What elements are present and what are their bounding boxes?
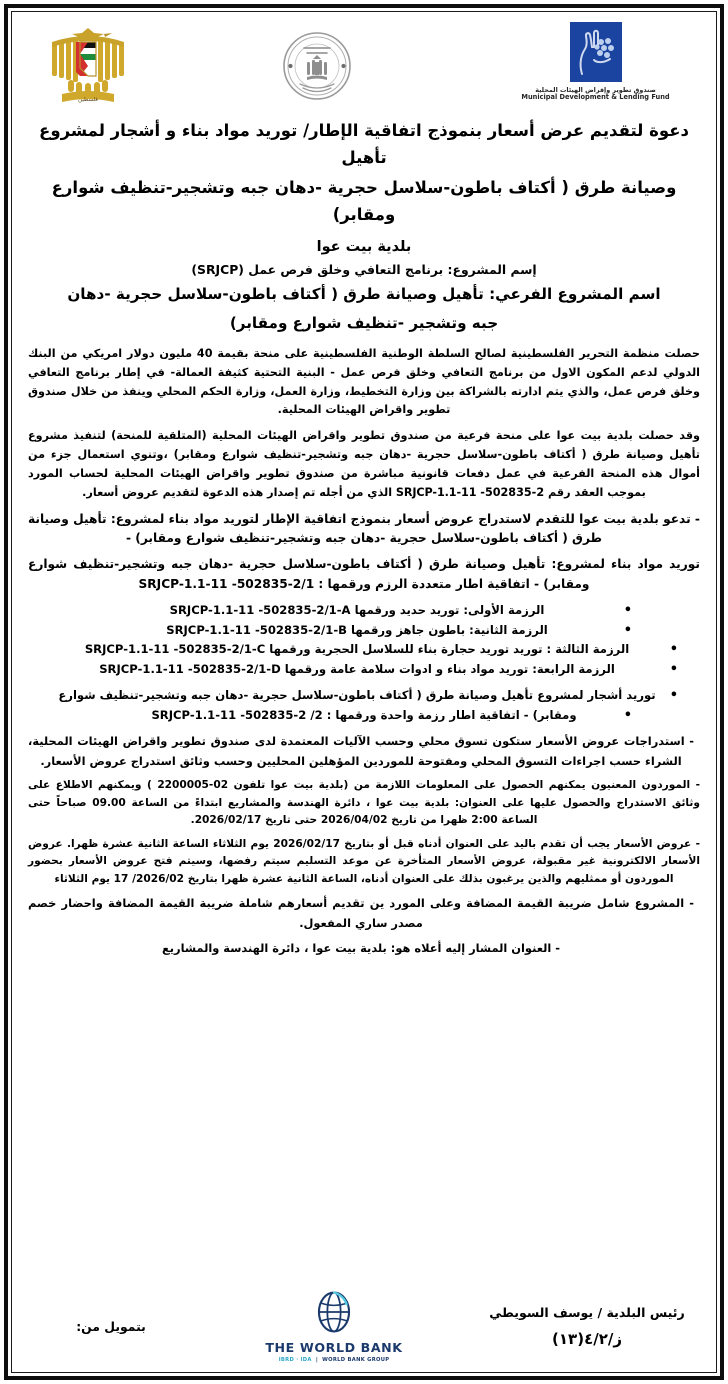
funded-by-label: بتمويل من: bbox=[76, 1318, 146, 1334]
announcement-title-line1: دعوة لتقديم عرض أسعار بنموذج اتفاقية الإطار/ توريد مواد بناء و أشجار لمشروع تأهيل bbox=[39, 121, 689, 167]
lot-reference-code: SRJCP-1.1-11 -502835-2/1-A bbox=[169, 602, 351, 617]
paragraph-framework-agreement: توريد مواد بناء لمشروع: تأهيل وصيانة طرق ( أكتاف باطون-سلاسل حجرية -دهان جبه وتشجير-تنظيف شوارع ومقابر) - اتفاقية اطار متعددة الرزم ورقمها : SRJCP-1.1-11 -502835-2/1 bbox=[28, 557, 700, 591]
paragraph-supplier-information: - الموردون المعنيون يمكنهم الحصول على المعلومات اللازمة من (بلدية بيت عوا تلفون 02-2200005 ) ويمكنهم الاطلاع على وثائق الاستدراج والحصول عليها على العنوان: بلدية بيت عوا ، دائرة الهندسة والمشاريع ابتداءً من الساعة 09.00 صباحاً حتى الساعة 2:00 ظهرا من تاريخ 2026/04/02 حتى تاريخ 2026/02/17. bbox=[28, 778, 700, 827]
paragraph-procurement-method: - استدراجات عروض الأسعار ستكون تسوق محلي وحسب الآليات المعتمدة لدى صندوق تطوير واقراض الهيئات المحلية، الشراء حسب اجراءات التسوق المحلي ومفتوحة للموردين المؤهلين المحليين وحسب وثائق استدراج عروض الأسعار. bbox=[28, 734, 694, 768]
state-of-palestine-seal-icon bbox=[280, 22, 354, 110]
subproject-name-line2: جبه وتشجير -تنظيف شوارع ومقابر) bbox=[229, 314, 499, 333]
municipality-name: بلدية بيت عوا bbox=[316, 238, 412, 255]
lot-reference-code: SRJCP-1.1-11 -502835-2/1-C bbox=[84, 642, 266, 657]
lot-description: الرزمة الثانية: باطون جاهز ورقمها bbox=[347, 622, 548, 637]
world-bank-logo-block bbox=[234, 1289, 434, 1363]
mdlf-hand-icon bbox=[570, 22, 622, 82]
coat-of-arms-logo-block bbox=[46, 22, 130, 110]
project-name-label: إسم المشروع: برنامج التعافي وخلق فرص عمل (SRJCP) bbox=[191, 261, 537, 277]
palestine-coat-of-arms-icon bbox=[46, 22, 130, 110]
list-item bbox=[28, 621, 700, 641]
world-bank-name: THE WORLD BANK bbox=[265, 1340, 403, 1355]
subproject-name-line1: اسم المشروع الفرعي: تأهيل وصيانة طرق ( أكتاف باطون-سلاسل حجرية -دهان bbox=[67, 284, 661, 303]
mdlf-name-english: Municipal Development & Lending Fund bbox=[521, 93, 670, 102]
announcement-title-line2: وصيانة طرق ( أكتاف باطون-سلاسل حجرية -دهان جبه وتشجير-تنظيف شوارع ومقابر) bbox=[51, 178, 677, 225]
document-reference-number: ز/٤/٢(١٣) bbox=[552, 1329, 622, 1348]
mdlf-logo-block bbox=[503, 22, 688, 102]
lot-description: الرزمة الثالثة : توريد توريد حجارة بناء للسلاسل الحجرية ورقمها bbox=[265, 642, 630, 657]
world-bank-ibrd-ida: IBRD · IDA bbox=[278, 1357, 312, 1363]
lot-list bbox=[28, 601, 700, 681]
paragraph-address: - العنوان المشار إليه أعلاه هو: بلدية بيت عوا ، دائرة الهندسة والمشاريع bbox=[161, 941, 561, 956]
trees-lot-line2: • ومقابر) - اتفاقية اطار رزمة واحدة ورقمها : 2/ 2-502835- SRJCP-1.1-11 bbox=[28, 706, 700, 726]
outer-border bbox=[4, 4, 724, 1380]
lot-reference-code: SRJCP-1.1-11 -502835-2/1-B bbox=[166, 622, 347, 637]
mdlf-name-arabic: صندوق تطوير وإقراض الهيئات المحلية bbox=[535, 86, 656, 94]
world-bank-group-label: WORLD BANK GROUP bbox=[322, 1357, 390, 1363]
svg-text:فلسطين: فلسطين bbox=[78, 97, 98, 103]
announcement-body bbox=[22, 336, 706, 1282]
document-footer bbox=[22, 1282, 706, 1368]
header-logo-row bbox=[22, 18, 706, 114]
paragraph-submission-deadline: - عروض الأسعار يجب أن تقدم باليد على العنوان أدناه قبل أو بتاريخ 2026/02/17 يوم الثلاثاء الساعة الثانية عشرة ظهرا. عروض الأسعار الالكترونية غير مقبولة، عروض الأسعار المتأخرة عن موعد التسليم سيتم رفضها، وسيتم فتح عروض الأسعار بحضور الموردون أو ممثليهم والذين يرغبون بذلك على العنوان أدناه، الساعة الثانية عشرة ظهرا بتاريخ 2026/02/ 17 يوم الثلاثاء bbox=[28, 837, 700, 885]
list-item bbox=[28, 660, 700, 680]
world-bank-globe-icon bbox=[311, 1289, 357, 1339]
paragraph-vat-requirements: - المشروع شامل ضريبة القيمة المضافة وعلى المورد ين تقديم أسعارهم شاملة ضريبة القيمة المضافة واحضار خصم مصدر ساري المفعول. bbox=[28, 896, 694, 930]
lot-description: الرزمة الأولى: توريد حديد ورقمها bbox=[350, 602, 545, 617]
trees-lot-line1: • توريد أشجار لمشروع تأهيل وصيانة طرق ( أكتاف باطون-سلاسل حجرية -دهان جبه وتشجير-تنظيف شوارع bbox=[28, 686, 700, 706]
world-bank-subtitle: IBRD · IDA | WORLD BANK GROUP bbox=[278, 1357, 390, 1363]
ministry-seal-logo-block bbox=[280, 22, 354, 110]
lot-description: الرزمة الرابعة: توريد مواد بناء و ادوات سلامة عامة ورقمها bbox=[280, 662, 615, 677]
inner-border bbox=[11, 11, 717, 1373]
lot-reference-code: SRJCP-1.1-11 -502835-2/1-D bbox=[99, 662, 281, 677]
list-item bbox=[28, 640, 700, 660]
paragraph-subgrant-contract: وقد حصلت بلدية بيت عوا على منحة فرعية من صندوق تطوير واقراض الهيئات المحلية (المتلقية للمنحة) لتنفيذ مشروع تأهيل وصيانة طرق ( أكتاف باطون-سلاسل حجرية -دهان جبه وتشجير-تنظيف شوارع ومقابر) ،وتنوي استعمال جزء من أموال هذه المنحة الفرعية في عمل دفعات قانونية مباشرة من صندوق تطوير واقراض الهيئات المحلية لحساب المورد بموجب العقد رقم 2-502835- SRJCP-1.1-11 الذي من أجله تم إصدار هذه الدعوة لتقديم عروض أسعار. bbox=[28, 429, 700, 499]
signature-block bbox=[482, 1305, 692, 1348]
paragraph-grant-overview: حصلت منظمة التحرير الفلسطينية لصالح السلطة الوطنية الفلسطينية على منحة بقيمة 40 مليون دولار امريكي من البنك الدولي لدعم المكون الاول من برنامج التعافي وخلق فرص عمل - البنية التحتية كثيفة العمالة- في إطار برنامج التعافي وخلق فرص عمل، والذي يتم ادارته بالشراكة بين وزارة التخطيط، وزارة العمل، وزارة الحكم المحلي وينفذ من خلال صندوق تطوير واقراض الهيئات المحلية. bbox=[28, 347, 700, 417]
mayor-signature: رئيس البلدية / يوسف السويطي bbox=[489, 1304, 685, 1320]
list-item bbox=[28, 601, 700, 621]
paragraph-invitation: - تدعو بلدية بيت عوا للتقدم لاستدراج عروض أسعار بنموذج اتفاقية الإطار لتوريد مواد بناء لمشروع: تأهيل وصيانة طرق ( أكتاف باطون-سلاسل حجرية -دهان جبه وتشجير-تنظيف شوارع ومقابر) - bbox=[28, 511, 700, 546]
